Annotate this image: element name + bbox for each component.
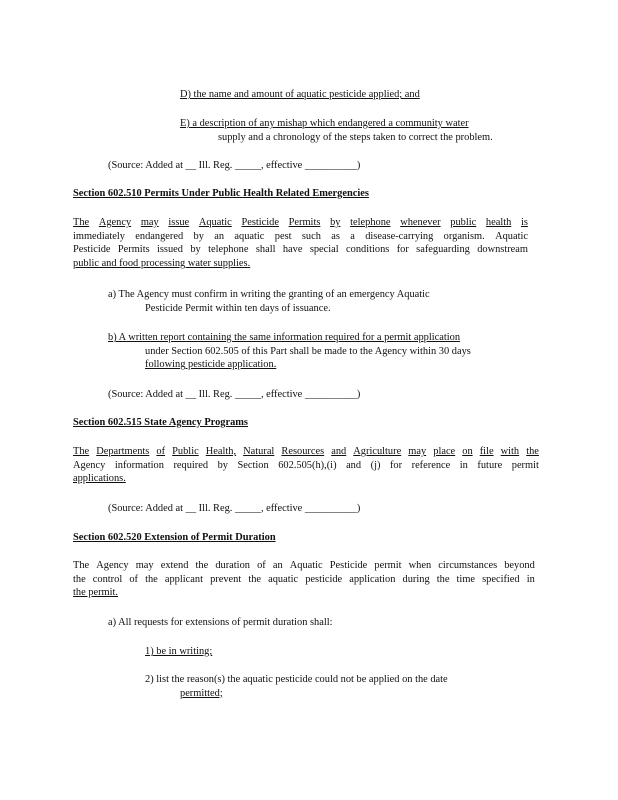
paragraph-line: applications.	[73, 473, 126, 485]
item-a-line-2: Pesticide Permit within ten days of issuance.	[145, 302, 331, 314]
sec510-item-b	[108, 331, 544, 372]
paragraph-line: Pesticide Permits issued by telephone shall have special conditions for safeguarding downstream	[73, 244, 528, 256]
sec520-item-a	[108, 616, 333, 630]
source-note	[108, 159, 360, 173]
item-b-line-3: following pesticide application.	[145, 359, 277, 371]
item-a-text: a) All requests for extensions of permit duration shall:	[108, 617, 333, 628]
paragraph-line: the control of the applicant prevent the aquatic pesticide application during the time specified in	[73, 573, 535, 585]
paragraph-510	[73, 216, 528, 271]
section-heading-515	[73, 416, 248, 430]
sec520-item-a1	[145, 645, 247, 659]
item-a2-line-1: 2) list the reason(s) the aquatic pesticide could not be applied on the date	[145, 674, 448, 685]
source-note-text: (Source: Added at __ Ill. Reg. _____, effective __________)	[108, 160, 361, 171]
section-heading-520	[73, 531, 276, 545]
source-note	[108, 388, 360, 402]
item-b-line-1: b) A written report containing the same information required for a permit application	[108, 332, 461, 343]
item-e-line-1: E) a description of any mishap which endangered a community water	[180, 118, 469, 129]
section-heading-text: Section 602.515 State Agency Programs	[73, 417, 248, 428]
paragraph-515	[73, 445, 539, 486]
item-a-line-1: a) The Agency must confirm in writing the granting of an emergency Aquatic	[108, 289, 430, 300]
paragraph-line: public and food processing water supplies.	[73, 258, 251, 270]
source-note	[108, 502, 360, 516]
item-d	[180, 88, 480, 102]
source-note-text: (Source: Added at __ Ill. Reg. _____, effective __________)	[108, 389, 361, 400]
sec510-item-a	[108, 288, 488, 315]
item-a2-line-2: permitted;	[180, 687, 223, 699]
paragraph-line: the permit.	[73, 587, 119, 599]
paragraph-line: The Agency may extend the duration of an Aquatic Pesticide permit when circumstances beyond	[73, 560, 535, 571]
section-heading-510	[73, 187, 369, 201]
paragraph-520	[73, 559, 535, 600]
item-e	[180, 117, 542, 144]
item-a1-text: 1) be in writing;	[145, 646, 213, 657]
section-heading-text: Section 602.510 Permits Under Public Health Related Emergencies	[73, 188, 369, 199]
paragraph-line: The Agency may issue Aquatic Pesticide Permits by telephone whenever public health is	[73, 217, 528, 228]
item-e-line-2: supply and a chronology of the steps taken to correct the problem.	[218, 131, 493, 143]
item-b-line-2: under Section 602.505 of this Part shall be made to the Agency within 30 days	[145, 345, 471, 357]
item-d-text: D) the name and amount of aquatic pesticide applied; and	[180, 89, 420, 100]
sec520-item-a2	[145, 673, 505, 700]
paragraph-line: immediately endangered by an aquatic pest such as a disease-carrying organism. Aquatic	[73, 230, 528, 242]
section-heading-text: Section 602.520 Extension of Permit Duration	[73, 532, 276, 543]
paragraph-line: Agency information required by Section 602.505(h),(i) and (j) for reference in future permit	[73, 459, 539, 471]
source-note-text: (Source: Added at __ Ill. Reg. _____, effective __________)	[108, 503, 361, 514]
paragraph-line: The Departments of Public Health, Natural Resources and Agriculture may place on file with the	[73, 446, 539, 457]
